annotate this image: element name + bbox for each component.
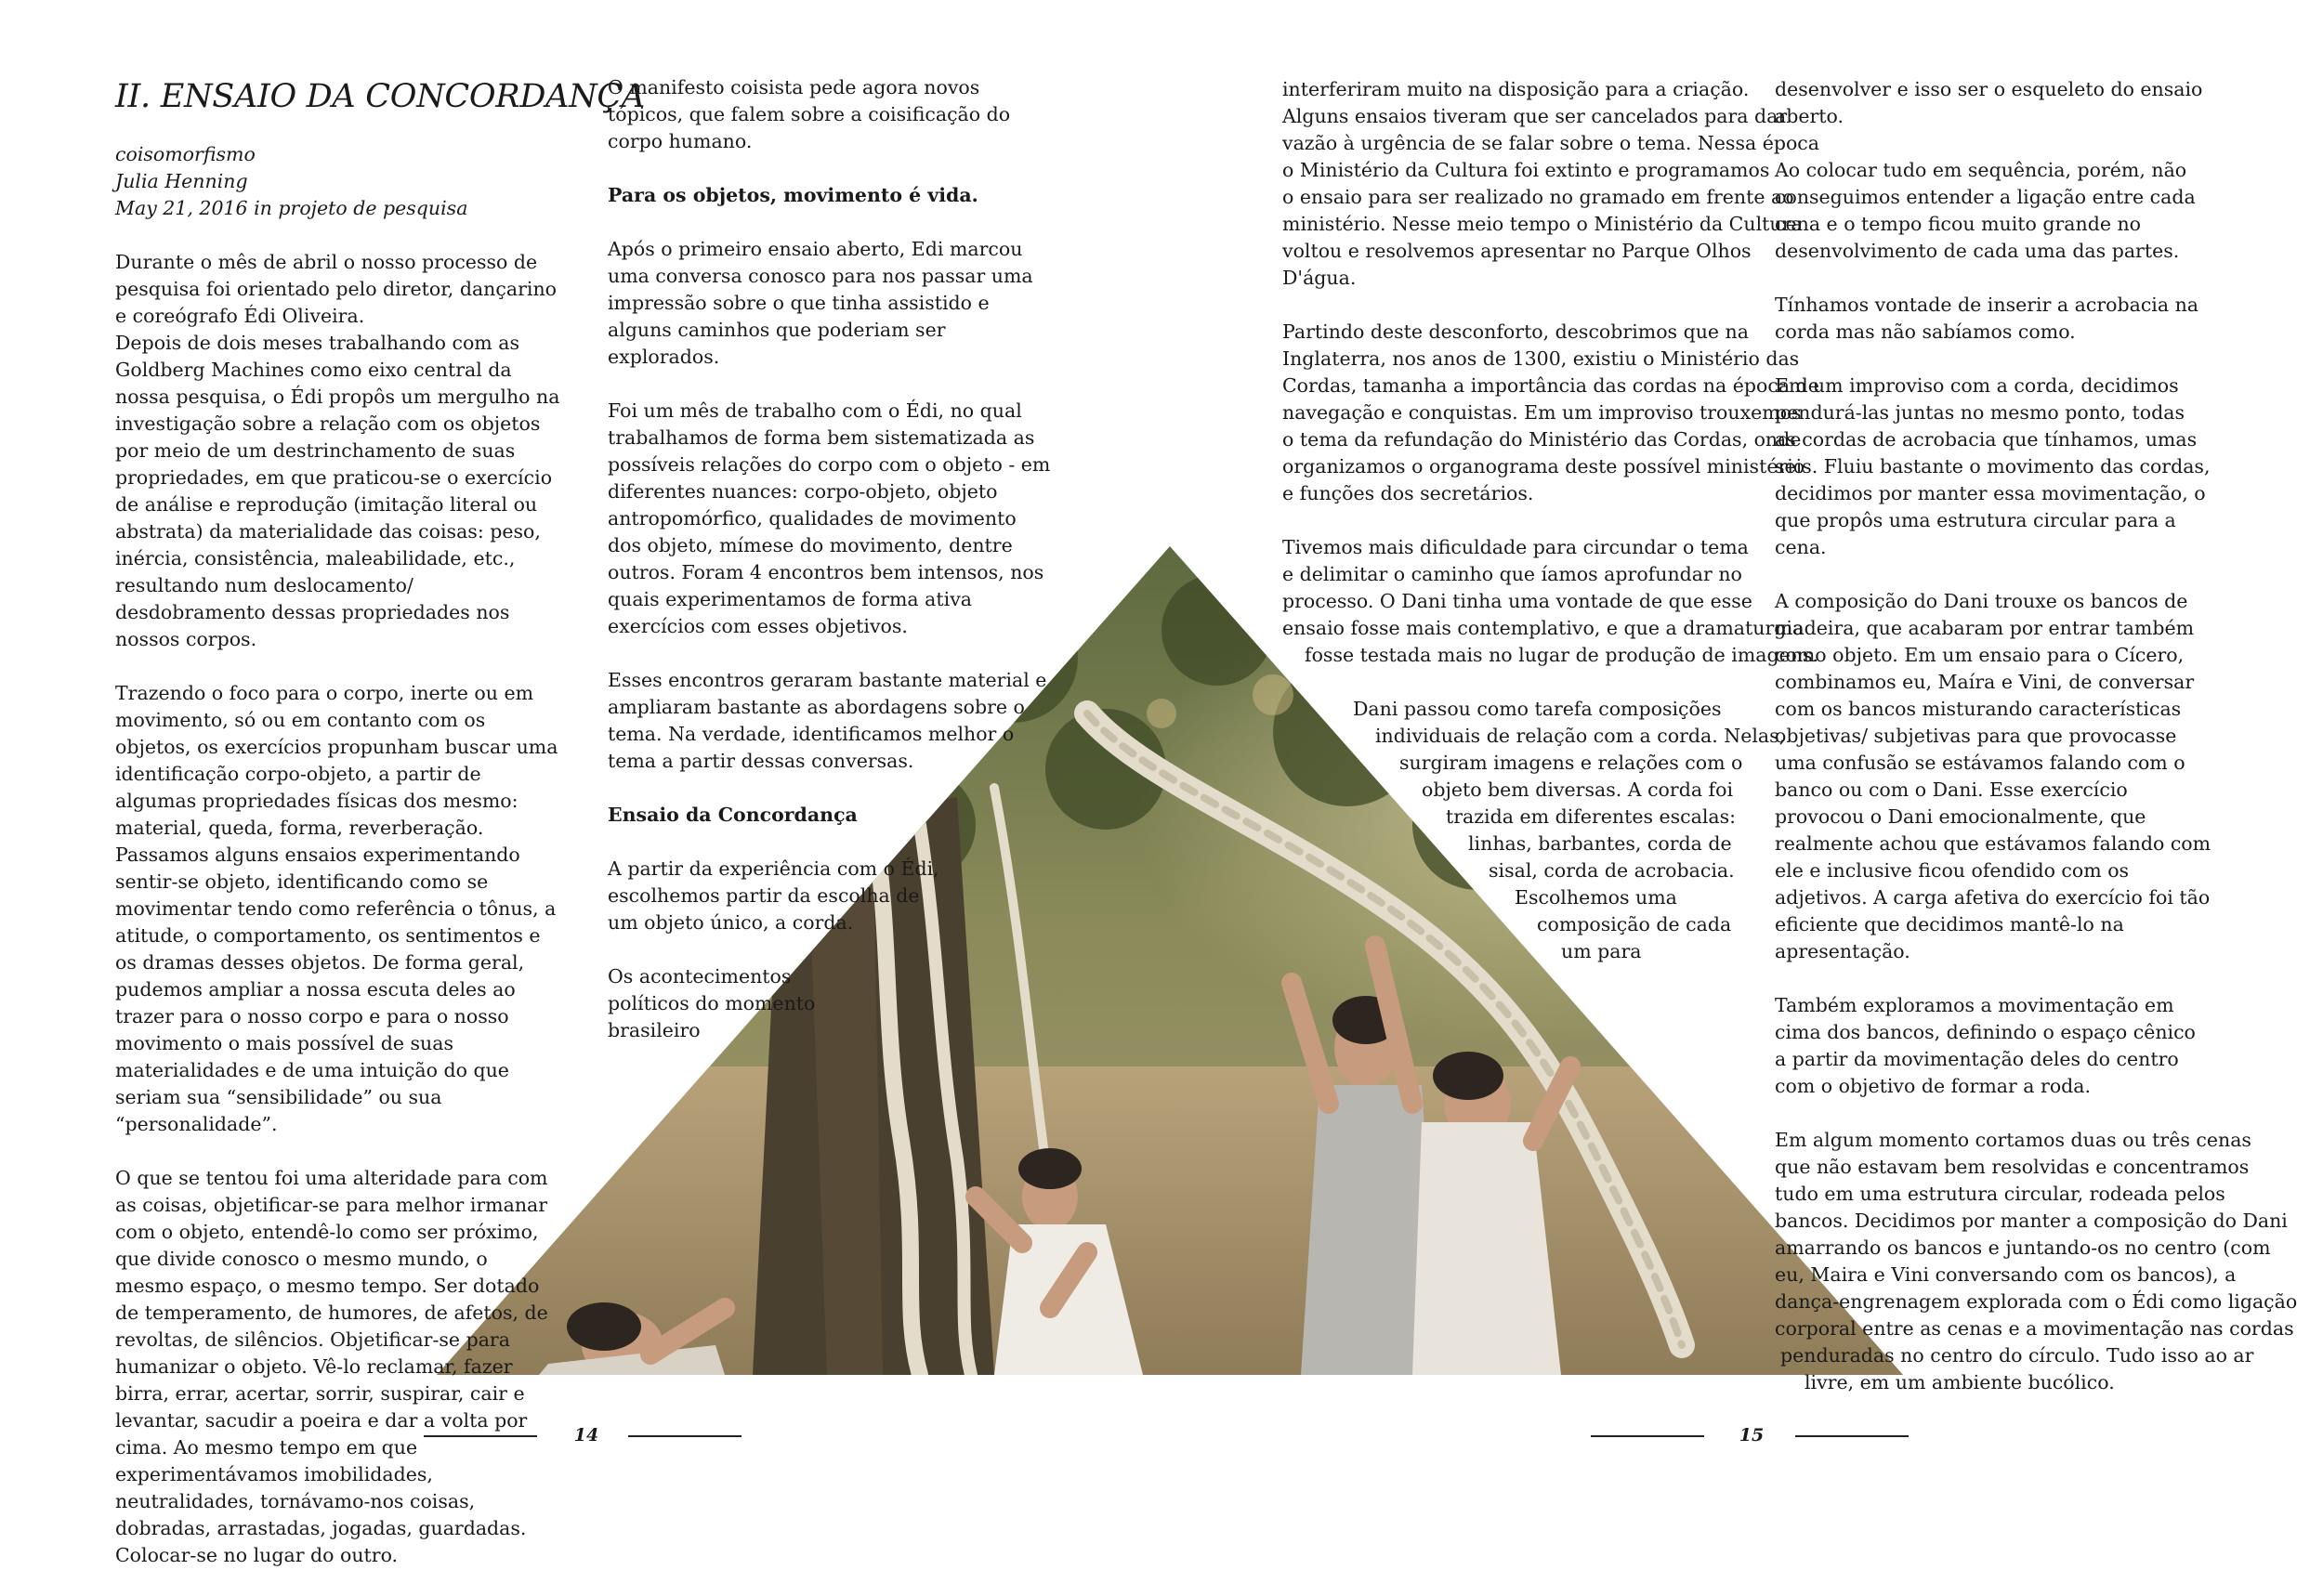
section-heading: Ensaio da Concordança	[608, 804, 858, 826]
text-line: Inglaterra, nos anos de 1300, existiu o Ministério das	[1282, 347, 1800, 370]
paragraph: Também exploramos a movimentação em cima dos bancos, definindo o espaço cênico a partir da movimentação deles do centro com o objetivo de formar a roda.	[1775, 994, 2196, 1097]
text-line: Alguns ensaios tiveram que ser cancelados para dar	[1282, 105, 1788, 127]
text-line: ministério. Nesse meio tempo o Ministério da Cultura	[1282, 213, 1803, 235]
text-line: trazida em diferentes escalas:	[1446, 805, 1737, 828]
article-tag: coisomorfismo	[115, 143, 256, 165]
text-line: processo. O Dani tinha uma vontade de que esse	[1282, 590, 1752, 612]
text-line: navegação e conquistas. Em um improviso trouxemos	[1282, 401, 1802, 424]
section-heading: Para os objetos, movimento é vida.	[608, 184, 978, 206]
text-line: linhas, barbantes, corda de	[1468, 832, 1732, 855]
text-line: sisal, corda de acrobacia.	[1489, 859, 1735, 882]
paragraph: Tínhamos vontade de inserir a acrobacia na corda mas não sabíamos como.	[1775, 294, 2199, 343]
article-author: Julia Henning	[115, 170, 248, 192]
paragraph	[608, 856, 1052, 936]
right-column-2	[1775, 76, 2298, 1423]
paragraph: Depois de dois meses trabalhando com as Goldberg Machines como eixo central da nossa pesquisa, o Édi propôs um mergulho na investigação sobre a relação com os objetos por meio de um destrinchamento de suas propriedades, em que praticou-se o exercício de análise e reprodução (imitação literal ou abstrata) da materialidade das coisas: peso, inércia, consistência, maleabilidade, etc., resultando num deslocamento/ desdobramento dessas propriedades nos nossos corpos.	[115, 332, 560, 650]
paragraph: Trazendo o foco para o corpo, inerte ou em movimento, só ou em contanto com os objetos, os exercícios propunham buscar uma identificação corpo-objeto, a partir de algumas propriedades físicas dos mesmo: material, queda, forma, reverberação. Passamos alguns ensaios experimentando sentir-se objeto, identificando como se movimentar tendo como referência o tônus, a atitude, o comportamento, os sentimentos e os dramas desses objetos. De forma geral, pudemos ampliar a nossa escuta deles ao trazer para o nosso corpo e para o nosso movimento o mais possível de suas materialidades e de uma intuição do que seriam sua “sensibilidade” ou sua “personalidade”.	[115, 682, 558, 1135]
page-number-right	[1591, 1421, 1916, 1449]
paragraph: desenvolver e isso ser o esqueleto do ensaio aberto.	[1775, 78, 2203, 127]
text-line: um para	[1561, 940, 1642, 962]
text-line: fosse testada mais no lugar de produção de imagens.	[1305, 644, 1818, 666]
paragraph: A composição do Dani trouxe os bancos de madeira, que acabaram por entrar também como objeto. Em um ensaio para o Cícero, combinamos eu, Maíra e Vini, de conversar com os bancos misturando características objetivas/ subjetivas para que provocasse uma confusão se estávamos falando com o banco ou com o Dani. Esse exercício provocou o Dani emocionalmente, que realmente achou que estávamos falando com ele e inclusive ficou ofendido com os adjetivos. A carga afetiva do exercício foi tão eficiente que decidimos mantê-lo na apresentação.	[1775, 590, 2211, 962]
divider	[1795, 1435, 1909, 1437]
text-line: um objeto único, a corda.	[608, 911, 854, 934]
text-line: interferiram muito na disposição para a criação.	[1282, 78, 1750, 100]
article-date: May 21, 2016 in projeto de pesquisa	[115, 197, 468, 219]
text-line: dança-engrenagem explorada com o Édi como ligação	[1775, 1290, 2298, 1313]
paragraph: Após o primeiro ensaio aberto, Edi marcou uma conversa conosco para nos passar uma impressão sobre o que tinha assistido e alguns caminhos que poderiam ser explorados.	[608, 238, 1033, 368]
text-line: composição de cada	[1537, 913, 1732, 935]
divider	[1591, 1435, 1704, 1437]
text-line: individuais de relação com a corda. Nelas,	[1375, 725, 1786, 747]
page-number: 14	[573, 1425, 599, 1446]
page-number-left	[424, 1421, 749, 1449]
text-line: surgiram imagens e relações com o	[1399, 752, 1743, 774]
article-title: II. ENSAIO DA CONCORDANÇA	[115, 78, 645, 115]
text-line: ensaio fosse mais contemplativo, e que a dramaturgia	[1282, 617, 1805, 639]
paragraph: O que se tentou foi uma alteridade para com as coisas, objetificar-se para melhor irmanar com o objeto, entendê-lo como ser próximo, que divide conosco o mesmo mundo, o mesmo espaço, o mesmo tempo. Ser dotado de temperamento, de humores, de afetos, de revoltas, de silêncios. Objetificar-se para humanizar o objeto. Vê-lo reclamar, fazer birra, errar, acertar, sorrir, suspirar, cair e levantar, sacudir a poeira e dar a volta por cima. Ao mesmo tempo em que experimentávamos imobilidades, neutralidades, tornávamo-nos coisas, dobradas, arrastadas, jogadas, guardadas. Colocar-se no lugar do outro.	[115, 1167, 548, 1566]
text-line: Os acontecimentos	[608, 965, 792, 988]
paragraph: Durante o mês de abril o nosso processo de pesquisa foi orientado pelo diretor, dançarino e coreógrafo Édi Oliveira.	[115, 251, 557, 327]
text-line: políticos do momento	[608, 992, 816, 1014]
text-line: organizamos o organograma deste possível ministério	[1282, 455, 1805, 477]
text-line: escolhemos partir da escolha de	[608, 884, 920, 907]
text-line: e delimitar o caminho que íamos aprofundar no	[1282, 563, 1742, 585]
text-line: D'água.	[1282, 267, 1357, 289]
paragraph: Em um improviso com a corda, decidimos pendurá-las juntas no mesmo ponto, todas as cordas de acrobacia que tínhamos, umas seis. Fluiu bastante o movimento das cordas, decidimos por manter essa movimentação, o que propôs uma estrutura circular para a cena.	[1775, 374, 2211, 558]
paragraph: Esses encontros geraram bastante material e ampliaram bastante as abordagens sobre o tema. Na verdade, identificamos melhor o tema a partir dessas conversas.	[608, 669, 1047, 772]
text-line: eu, Maira e Vini conversando com os bancos), a	[1775, 1263, 2237, 1286]
paragraph	[1282, 534, 1818, 669]
paragraph	[608, 963, 1052, 1044]
text-line: e funções dos secretários.	[1282, 482, 1534, 504]
text-line: o ensaio para ser realizado no gramado em frente ao	[1282, 186, 1794, 208]
text-line: objeto bem diversas. A corda foi	[1422, 778, 1734, 801]
text-line: bancos. Decidimos por manter a composição do Dani	[1775, 1210, 2288, 1232]
text-line: vazão à urgência de se falar sobre o tema. Nessa época	[1282, 132, 1820, 154]
divider	[424, 1435, 537, 1437]
text-line: o tema da refundação do Ministério das Cordas, onde	[1282, 428, 1802, 451]
text-line: Tivemos mais dificuldade para circundar o tema	[1282, 536, 1749, 558]
article-meta	[115, 141, 561, 222]
text-line: Dani passou como tarefa composições	[1353, 698, 1722, 720]
right-column-1	[1282, 76, 1820, 992]
text-line: tudo em uma estrutura circular, rodeada pelos	[1775, 1183, 2225, 1205]
paragraph	[1282, 76, 1820, 292]
paragraph: O manifesto coisista pede agora novos tópicos, que falem sobre a coisificação do corpo humano.	[608, 76, 1011, 152]
paragraph: Foi um mês de trabalho com o Édi, no qual trabalhamos de forma bem sistematizada as possíveis relações do corpo com o objeto - em diferentes nuances: corpo-objeto, objeto antropomórfico, qualidades de movimento dos objeto, mímese do movimento, dentre outros. Foram 4 encontros bem intensos, nos quais experimentamos de forma ativa exercícios com esses objetivos.	[608, 399, 1051, 637]
paragraph	[1282, 319, 1819, 507]
text-line: Cordas, tamanha a importância das cordas na época de	[1282, 374, 1819, 397]
paragraph	[1775, 1127, 2298, 1396]
text-line: brasileiro	[608, 1019, 701, 1041]
text-line: penduradas no centro do círculo. Tudo isso ao ar	[1780, 1344, 2254, 1367]
text-line: corporal entre as cenas e a movimentação nas cordas	[1775, 1317, 2294, 1340]
paragraph: Ao colocar tudo em sequência, porém, não conseguimos entender a ligação entre cada cena e o tempo ficou muito grande no desenvolvimento de cada uma das partes.	[1775, 159, 2196, 262]
text-line: voltou e resolvemos apresentar no Parque Olhos	[1282, 240, 1752, 262]
text-line: que não estavam bem resolvidas e concentramos	[1775, 1156, 2250, 1178]
text-line: Partindo deste desconforto, descobrimos que na	[1282, 321, 1749, 343]
text-line: A partir da experiência com o Édi,	[608, 857, 939, 880]
text-line: amarrando os bancos e juntando-os no centro (com	[1775, 1236, 2271, 1259]
divider	[628, 1435, 742, 1437]
text-line: livre, em um ambiente bucólico.	[1805, 1371, 2115, 1393]
text-line: Em algum momento cortamos duas ou três cenas	[1775, 1129, 2251, 1151]
left-column-2	[608, 74, 1052, 1071]
text-line: Escolhemos uma	[1515, 886, 1677, 909]
text-line: o Ministério da Cultura foi extinto e programamos	[1282, 159, 1770, 181]
page-number: 15	[1739, 1425, 1765, 1446]
paragraph	[1282, 696, 1786, 965]
